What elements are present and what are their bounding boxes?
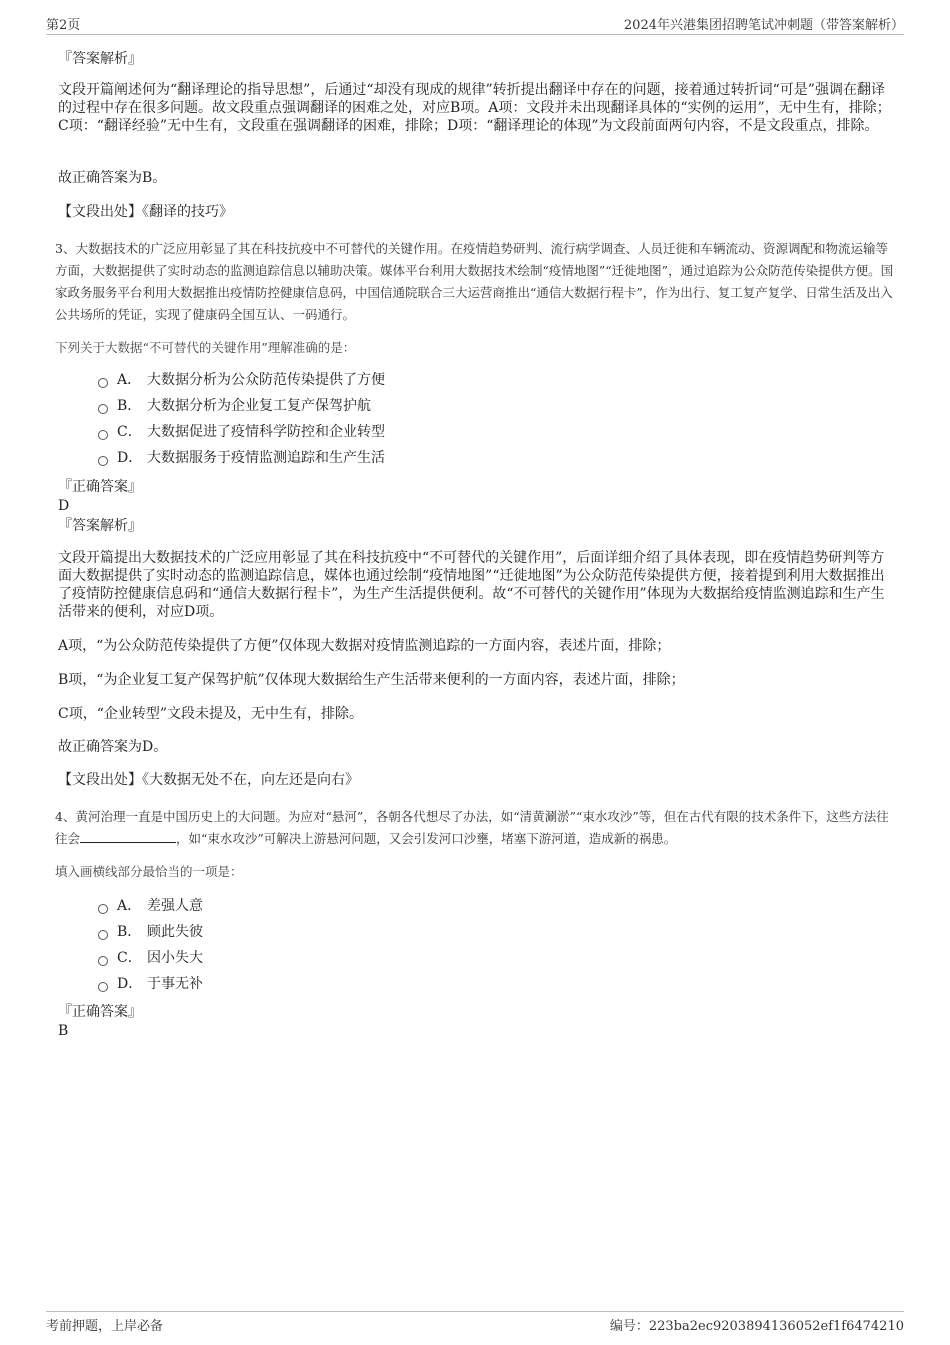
q3-answer-label: 『正确答案』 [58,479,142,495]
q3-analysis-label: 『答案解析』 [58,518,142,534]
radio-icon[interactable] [98,956,108,966]
q3-analysis: 文段开篇提出大数据技术的广泛应用彰显了其在科技抗疫中“不可替代的关键作用”，后面详细介绍了具体表现，即在疫情趋势研判等方面大数据提供了实时动态的监测追踪信息，媒体也通过绘制“疫情地图”“迁徙地图”为公众防范传染提供方便，接着提到利用大数据推出了疫情防控健康信息码和“通信大数据行程卡”，为生产生活提供便利。故“不可替代的关键作用”体现为大数据给疫情监测追踪和生产生活带来的便利，对应D项。 [58,550,885,620]
q3-analysis-b: B项，“为企业复工复产保驾护航”仅体现大数据给生产生活带来便利的一方面内容，表述片面，排除； [58,672,685,688]
radio-icon[interactable] [98,904,108,914]
radio-icon[interactable] [98,456,108,466]
page-footer [46,1311,904,1337]
footer-slogan: 考前押题，上岸必备 [46,1319,164,1334]
q4-option-b[interactable]: B． 顾此失彼 [98,919,203,945]
q2-source: 【文段出处】《翻译的技巧》 [58,204,233,220]
q3-answer: D [58,498,70,514]
q3-option-c[interactable]: C． 大数据促进了疫情科学防控和企业转型 [98,419,385,445]
q4-option-c[interactable]: C． 因小失大 [98,945,203,971]
page-number: 第2页 [46,18,81,33]
q4-option-a[interactable]: A． 差强人意 [98,893,203,919]
radio-icon[interactable] [98,982,108,992]
fill-in-blank [80,830,176,843]
page-header [46,14,904,35]
document-code: 编号：223ba2ec9203894136052ef1f6474210 [609,1319,904,1334]
q4-answer-label: 『正确答案』 [58,1004,142,1020]
q3-option-d[interactable]: D． 大数据服务于疫情监测追踪和生产生活 [98,445,385,471]
q3-option-a[interactable]: A． 大数据分析为公众防范传染提供了方便 [98,367,385,393]
q2-analysis: 文段开篇阐述何为“翻译理论的指导思想”，后通过“却没有现成的规律”转折提出翻译中存在的问题，接着通过转折词“可是”强调在翻译的过程中存在很多问题。故文段重点强调翻译的困难之处，对应B项。A项：文段并未出现翻译具体的“实例的运用”，无中生有，排除；C项：“翻译经验”无中生有，文段重在强调翻译的困难，排除；D项：“翻译理论的体现”为文段前面两句内容，不是文段重点，排除。 [58,82,891,134]
q3-option-b[interactable]: B． 大数据分析为企业复工复产保驾护航 [98,393,385,419]
q4-options [98,893,203,997]
radio-icon[interactable] [98,404,108,414]
q3-stem: 3、大数据技术的广泛应用彰显了其在科技抗疫中不可替代的关键作用。在疫情趋势研判、流行病学调查、人员迁徙和车辆流动、资源调配和物流运输等方面，大数据提供了实时动态的监测追踪信息以辅助决策。媒体平台利用大数据技术绘制“疫情地图”“迁徙地图”，通过追踪为公众防范传染提供方便。国家政务服务平台利用大数据推出疫情防控健康信息码，中国信通院联合三大运营商推出“通信大数据行程卡”，作为出行、复工复产复学、日常生活及出入公共场所的凭证，实现了健康码全国互认、一码通行。 [55,241,894,322]
radio-icon[interactable] [98,378,108,388]
q2-analysis-label: 『答案解析』 [58,51,142,67]
q3-analysis-c: C项，“企业转型”文段未提及，无中生有，排除。 [58,706,364,722]
q4-answer: B [58,1023,69,1039]
q3-options [98,367,385,471]
q3-conclusion: 故正确答案为D。 [58,739,168,755]
q3-source: 【文段出处】《大数据无处不在，向左还是向右》 [58,772,359,788]
radio-icon[interactable] [98,930,108,940]
document-title: 2024年兴港集团招聘笔试冲刺题（带答案解析） [623,18,904,33]
radio-icon[interactable] [98,430,108,440]
q2-conclusion: 故正确答案为B。 [58,170,167,186]
q4-question: 填入画横线部分最恰当的一项是： [55,864,243,879]
q3-question: 下列关于大数据“不可替代的关键作用”理解准确的是： [55,340,356,355]
q4-stem: 4、黄河治理一直是中国历史上的大问题。为应对“悬河”，各朝各代想尽了办法，如“清黄涮淤”“束水攻沙”等，但在古代有限的技术条件下，这些方法往往会 ，如“束水攻沙”可解决上游悬河问题，又会引发河口沙壅，堵塞下游河道，造成新的祸患。 [55,809,889,846]
q4-option-d[interactable]: D． 于事无补 [98,971,203,997]
q3-analysis-a: A项，“为公众防范传染提供了方便”仅体现大数据对疫情监测追踪的一方面内容，表述片面，排除； [58,638,671,654]
